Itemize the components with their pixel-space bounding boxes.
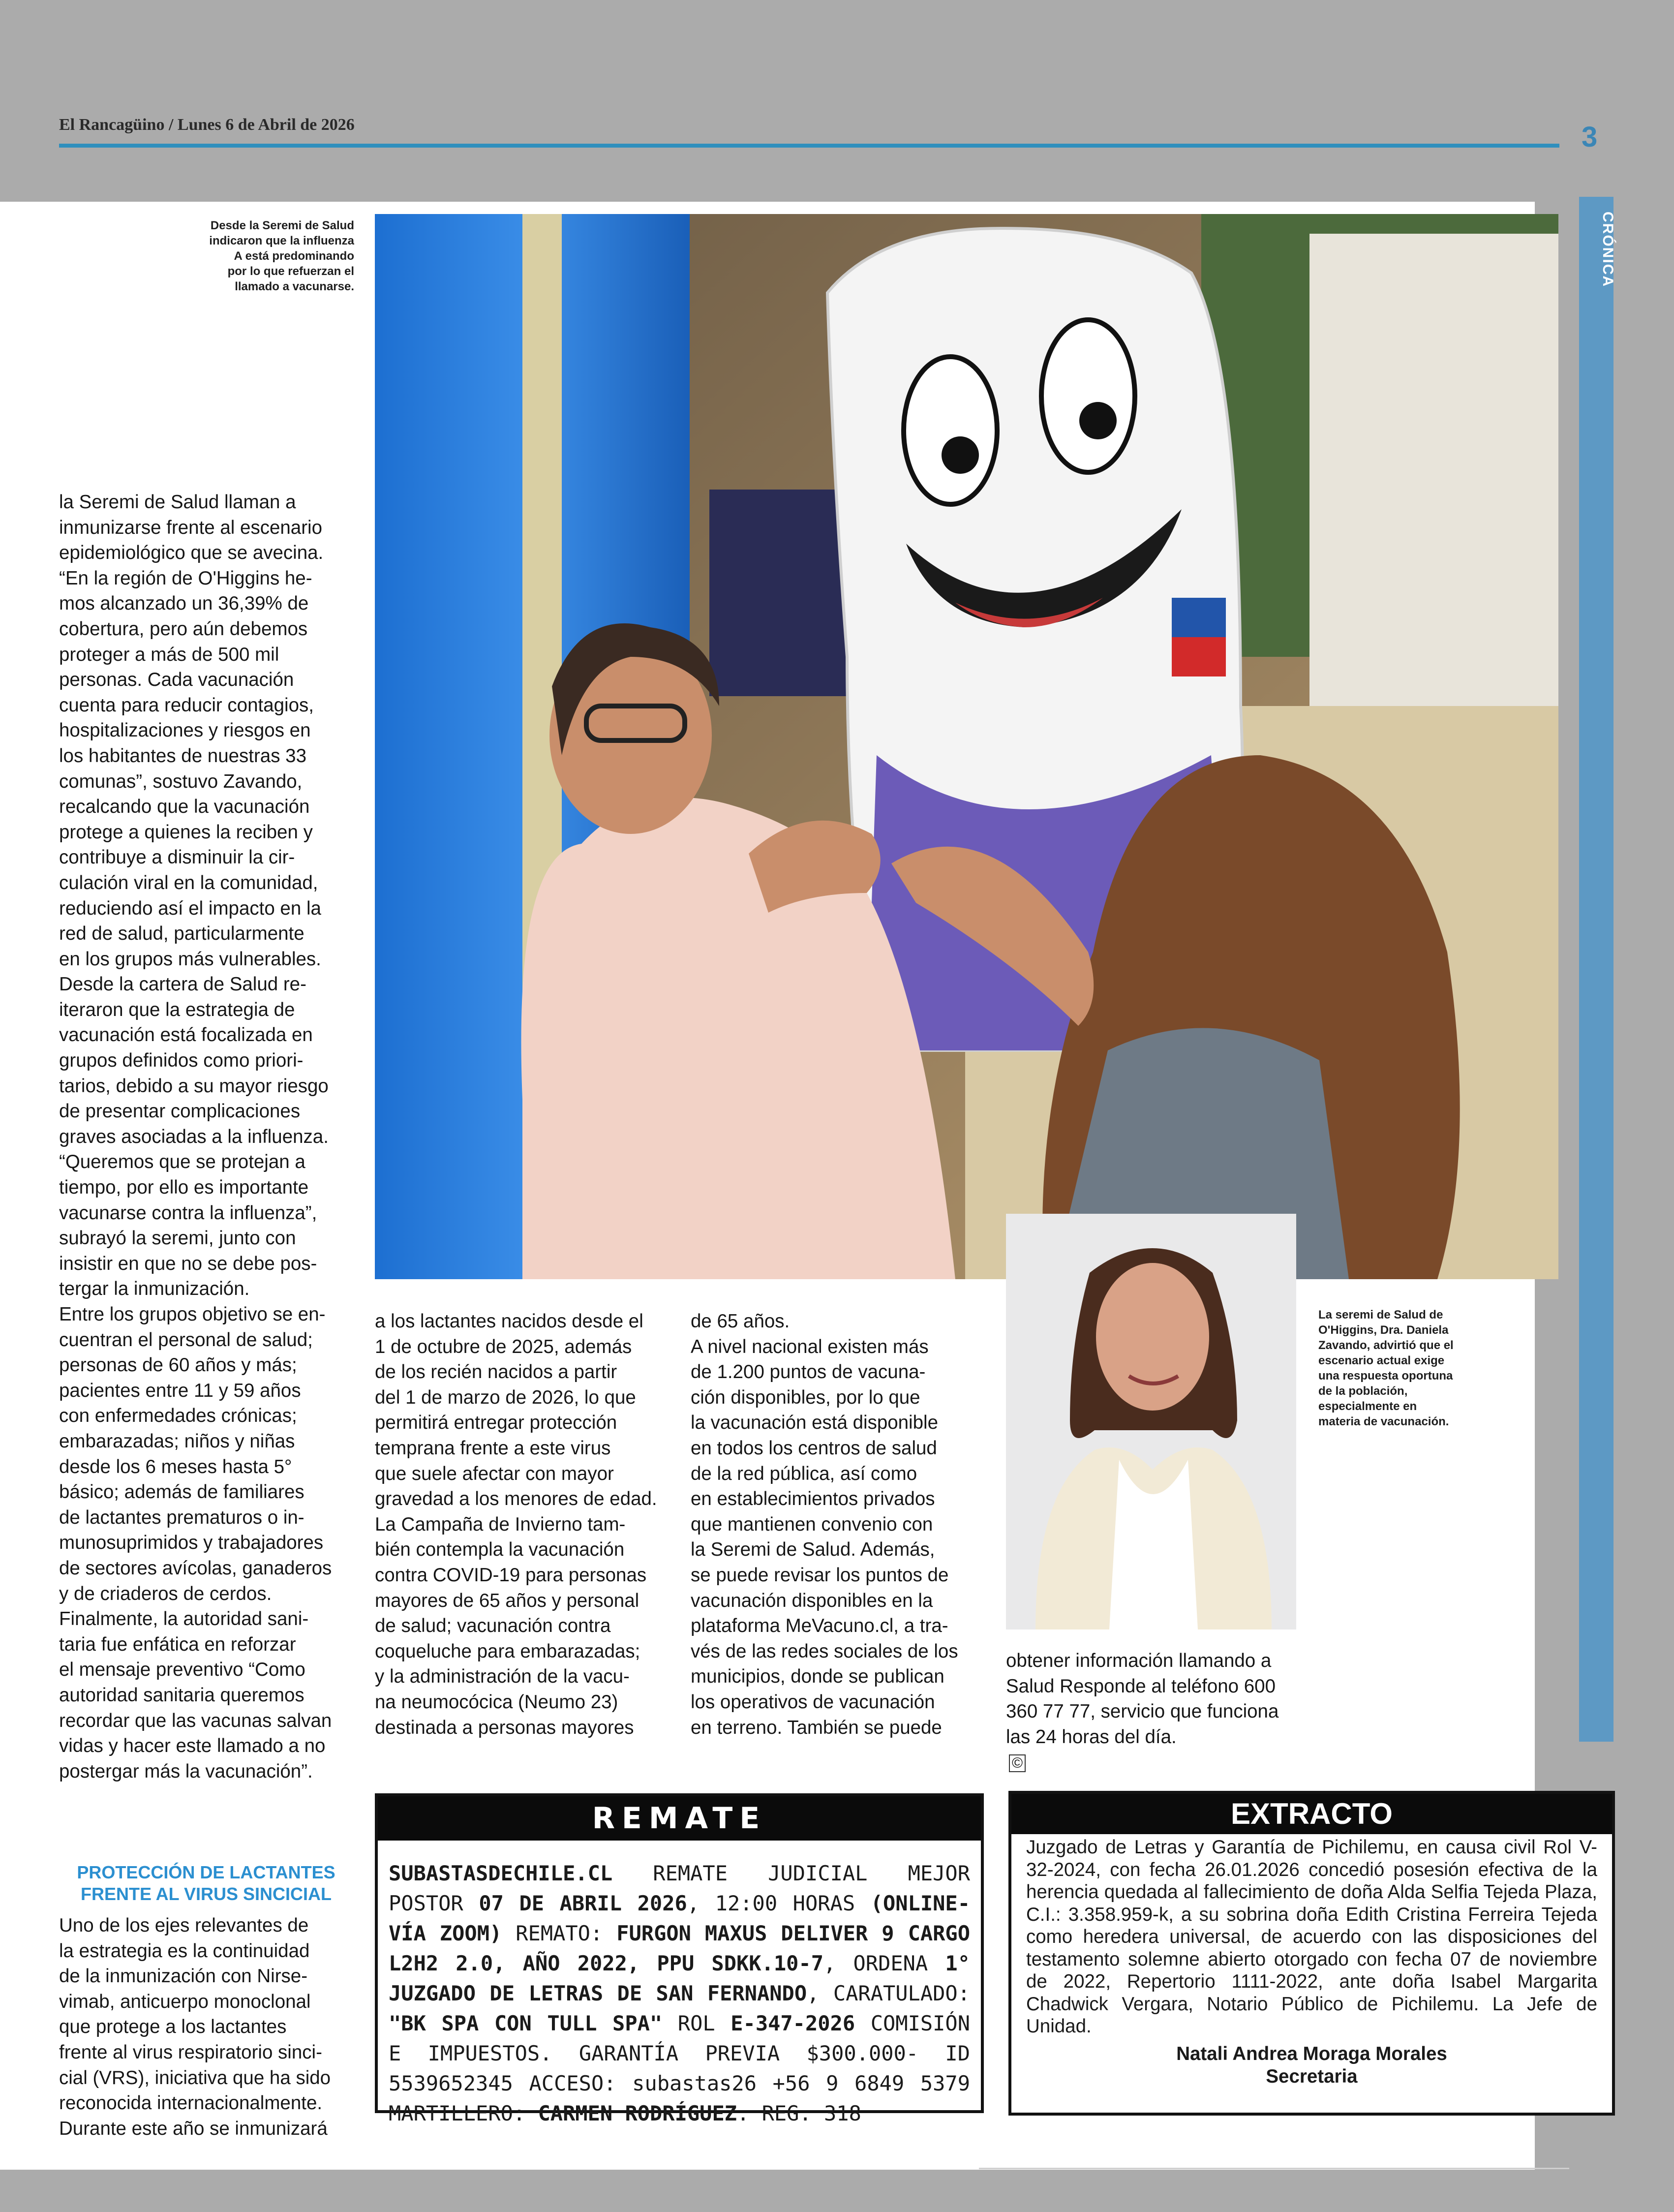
text-line: vacunación disponibles en la [691, 1590, 933, 1611]
text-line: epidemiológico que se avecina. [59, 542, 324, 564]
section-label: CRÓNICA [1600, 212, 1616, 287]
text-line: del 1 de marzo de 2026, lo que [375, 1386, 636, 1408]
caption-line: especialmente en [1318, 1400, 1417, 1413]
remate-text-1: REMATE JUDICIAL MEJOR POSTOR [389, 1861, 970, 1915]
photo-caption-main [148, 218, 354, 294]
text-line: vacunación está focalizada en [59, 1024, 313, 1046]
text-line: subrayó la seremi, junto con [59, 1228, 296, 1249]
remate-notice [375, 1793, 984, 2125]
text-line: comunas”, sostuvo Zavando, [59, 770, 303, 792]
text-line: frente al virus respiratorio sinci- [59, 2041, 322, 2063]
text-line: de salud; vacunación contra [375, 1615, 611, 1637]
remate-title: REMATE [378, 1796, 981, 1841]
text-line: en terreno. También se puede [691, 1717, 942, 1738]
text-line: La Campaña de Invierno tam- [375, 1513, 626, 1535]
text-line: plataforma MeVacuno.cl, a tra- [691, 1615, 948, 1637]
text-line: reconocida internacionalmente. [59, 2092, 323, 2114]
text-line: grupos definidos como priori- [59, 1050, 304, 1072]
text-line: postergar más la vacunación”. [59, 1760, 313, 1782]
text-line: cuentran el personal de salud; [59, 1329, 313, 1351]
text-line: a los lactantes nacidos desde el [375, 1311, 643, 1332]
page-number: 3 [1582, 121, 1598, 153]
text-line: bién contempla la vacunación [375, 1539, 625, 1561]
text-line: de lactantes prematuros o in- [59, 1506, 304, 1528]
text-line: contra COVID-19 para personas [375, 1564, 647, 1586]
article-column-1b [59, 1913, 353, 2141]
text-line: personas. Cada vacunación [59, 669, 294, 691]
text-line: cuenta para reducir contagios, [59, 694, 314, 716]
text-line: Uno de los ejes relevantes de [59, 1915, 309, 1936]
text-line: tiempo, por ello es importante [59, 1177, 309, 1198]
remate-text-5: , CARATULADO: [807, 1981, 970, 2005]
text-line: de la inmunización con Nirse- [59, 1966, 308, 1987]
text-line: Finalmente, la autoridad sani- [59, 1608, 309, 1630]
text-line: recordar que las vacunas salvan [59, 1710, 332, 1731]
text-line: pacientes entre 11 y 59 años [59, 1380, 301, 1401]
text-line: taria fue enfática en reforzar [59, 1633, 296, 1655]
text-line: embarazadas; niños y niñas [59, 1430, 295, 1452]
text-line: desde los 6 meses hasta 5° [59, 1456, 292, 1477]
remate-rol: E-347-2026 [730, 2011, 855, 2035]
text-line: de 1.200 puntos de vacuna- [691, 1361, 926, 1383]
section-tab [1579, 197, 1613, 1742]
text-line: mos alcanzado un 36,39% de [59, 593, 309, 614]
text-line: municipios, donde se publican [691, 1666, 944, 1688]
extracto-title: EXTRACTO [1011, 1794, 1612, 1834]
remate-text-2: , 12:00 HORAS [687, 1891, 871, 1915]
caption-line: por lo que refuerzan el [227, 265, 354, 278]
text-line: obtener información llamando a [1006, 1650, 1272, 1671]
header-rule [59, 144, 1559, 148]
text-line: Salud Responde al teléfono 600 [1006, 1675, 1276, 1697]
text-line: ción disponibles, por lo que [691, 1386, 920, 1408]
remate-date: 07 DE ABRIL 2026 [479, 1891, 687, 1915]
text-line: vimab, anticuerpo monoclonal [59, 1991, 311, 2012]
text-line: Durante este año se inmunizará [59, 2118, 328, 2139]
extracto-role: Secretaria [1266, 2065, 1358, 2087]
article-column-3 [691, 1309, 985, 1740]
text-line: en todos los centros de salud [691, 1437, 937, 1459]
remate-site: SUBASTASDECHILE.CL [389, 1861, 613, 1885]
caption-line: La seremi de Salud de [1318, 1308, 1443, 1321]
article-subhead [59, 1862, 353, 1905]
remate-text-3: REMATO: [502, 1921, 617, 1945]
text-line: graves asociadas a la influenza. [59, 1126, 329, 1147]
text-line: na neumocócica (Neumo 23) [375, 1691, 618, 1713]
text-line: se puede revisar los puntos de [691, 1564, 949, 1586]
text-line: tergar la inmunización. [59, 1278, 250, 1300]
caption-line: O'Higgins, Dra. Daniela [1318, 1323, 1449, 1337]
caption-line: una respuesta oportuna [1318, 1369, 1453, 1382]
caption-line: indicaron que la influenza [209, 234, 354, 247]
remate-item: FURGON MAXUS DELIVER 9 CARGO L2H2 2.0, AÑO 2022, PPU SDKK.10-7 [389, 1921, 971, 1975]
text-line: 1 de octubre de 2025, además [375, 1336, 632, 1357]
article-column-4 [1006, 1648, 1311, 1775]
text-line: munosuprimidos y trabajadores [59, 1532, 324, 1554]
text-line: vés de las redes sociales de los [691, 1640, 958, 1662]
text-line: protege a quienes la reciben y [59, 821, 313, 843]
text-line: de sectores avícolas, ganaderos [59, 1557, 332, 1579]
text-line: destinada a personas mayores [375, 1717, 634, 1738]
text-line: en los grupos más vulnerables. [59, 948, 321, 970]
text-line: gravedad a los menores de edad. [375, 1488, 657, 1510]
text-line: “En la región de O'Higgins he- [59, 567, 312, 589]
text-line: reduciendo así el impacto en la [59, 897, 321, 919]
extracto-notice [1008, 1791, 1615, 2116]
text-line: cobertura, pero aún debemos [59, 618, 308, 640]
text-line: en establecimientos privados [691, 1488, 935, 1510]
text-line: de los recién nacidos a partir [375, 1361, 617, 1383]
bottom-rule [979, 2168, 1569, 2169]
text-line: proteger a más de 500 mil [59, 644, 279, 665]
text-line: culación viral en la comunidad, [59, 872, 318, 893]
text-line: la Seremi de Salud llaman a [59, 492, 296, 513]
caption-line: escenario actual exige [1318, 1354, 1445, 1367]
text-line: el mensaje preventivo “Como [59, 1659, 305, 1681]
text-line: insistir en que no se debe pos- [59, 1253, 317, 1274]
remate-text-8: . REG. 318 [737, 2101, 861, 2125]
text-line: vidas y hacer este llamado a no [59, 1735, 326, 1757]
text-line: de presentar complicaciones [59, 1101, 301, 1122]
remate-text-6: ROL [662, 2011, 731, 2035]
remate-auctioneer: CARMEN RODRÍGUEZ [538, 2101, 737, 2125]
text-line: inmunizarse frente al escenario [59, 517, 322, 538]
text-line: que protege a los lactantes [59, 2016, 287, 2038]
end-mark: © [1009, 1754, 1026, 1772]
text-line: y la administración de la vacu- [375, 1666, 630, 1688]
article-column-1 [59, 490, 353, 1784]
text-line: coqueluche para embarazadas; [375, 1640, 640, 1662]
text-line: “Queremos que se protejan a [59, 1151, 305, 1173]
subhead-line-1: PROTECCIÓN DE LACTANTES [77, 1862, 335, 1882]
text-line: los operativos de vacunación [691, 1691, 935, 1713]
text-line: de 65 años. [691, 1311, 790, 1332]
text-line: la estrategia es la continuidad [59, 1940, 310, 1962]
text-line: personas de 60 años y más; [59, 1354, 297, 1376]
remate-text-4: , ORDENA [823, 1951, 945, 1975]
caption-line: materia de vacunación. [1318, 1415, 1449, 1428]
text-line: A nivel nacional existen más [691, 1336, 929, 1357]
text-line: mayores de 65 años y personal [375, 1590, 639, 1611]
caption-line: A está predominando [234, 249, 354, 263]
text-line: red de salud, particularmente [59, 923, 304, 945]
caption-line: de la población, [1318, 1384, 1408, 1398]
remate-case: "BK SPA CON TULL SPA" [389, 2011, 663, 2035]
remate-court: 1° JUZGADO DE LETRAS DE SAN FERNANDO [389, 1951, 970, 2005]
text-line: de la red pública, así como [691, 1463, 917, 1484]
text-line: y de criaderos de cerdos. [59, 1583, 272, 1604]
text-line: que mantienen convenio con [691, 1513, 933, 1535]
publication-line: El Rancagüino / Lunes 6 de Abril de 2026 [59, 116, 355, 134]
text-line: con enfermedades crónicas; [59, 1405, 297, 1427]
text-line: temprana frente a este virus [375, 1437, 611, 1459]
text-line: la vacunación está disponible [691, 1412, 938, 1434]
text-line: la Seremi de Salud. Además, [691, 1539, 935, 1561]
subhead-line-2: FRENTE AL VIRUS SINCICIAL [80, 1884, 332, 1904]
portrait-photo [1006, 1214, 1296, 1629]
remate-text-7: COMISIÓN E IMPUESTOS. GARANTÍA PREVIA $300.000- ID 5539652345 ACCESO: subastas26 +56 9 6849 5379 MARTILLERO: [389, 2011, 970, 2125]
text-line: recalcando que la vacunación [59, 796, 310, 818]
caption-line: Zavando, advirtió que el [1318, 1339, 1454, 1352]
text-line: tarios, debido a su mayor riesgo [59, 1075, 329, 1097]
photo-caption-portrait [1318, 1307, 1486, 1429]
text-line: hospitalizaciones y riesgos en [59, 720, 311, 741]
header-band [0, 0, 1674, 202]
remate-body [378, 1841, 981, 2138]
bottom-margin [0, 2170, 1674, 2212]
remate-mode: (ONLINE-VÍA ZOOM) [389, 1891, 970, 1945]
text-line: cial (VRS), iniciativa que ha sido [59, 2067, 331, 2089]
text-line: los habitantes de nuestras 33 [59, 745, 306, 767]
text-line: permitirá entregar protección [375, 1412, 617, 1434]
caption-line: llamado a vacunarse. [235, 280, 354, 293]
text-line: contribuye a disminuir la cir- [59, 847, 295, 868]
extracto-body: Juzgado de Letras y Garantía de Pichilemu, en causa civil Rol V-32-2024, con fecha 26.01.2026 concedió posesión efectiva de la herencia quedada al fallecimiento de doña Alda Selfia Tejeda Plaza, C.I.: 3.358.959-k, a su sobrina doña Edith Cristina Ferreira Tejeda como heredera universal, de acuerdo con las disposiciones del testamento solemne abierto otorgado con fecha 07 de noviembre de 2022, Repertorio 1111-2022, ante doña Isabel Margarita Chadwick Vergara, Notario Público de Pichilemu. La Jefe de Unidad. [1026, 1837, 1597, 2037]
text-line: que suele afectar con mayor [375, 1463, 614, 1484]
text-line: Entre los grupos objetivo se en- [59, 1304, 326, 1325]
text-line: autoridad sanitaria queremos [59, 1684, 304, 1706]
text-line: 360 77 77, servicio que funciona [1006, 1701, 1279, 1722]
text-line: básico; además de familiares [59, 1481, 304, 1503]
article-column-2 [375, 1309, 669, 1740]
extracto-signer: Natali Andrea Moraga Morales [1176, 2043, 1447, 2064]
text-line: las 24 horas del día. [1006, 1726, 1177, 1748]
text-line: iteraron que la estrategia de [59, 999, 295, 1020]
text-line: Desde la cartera de Salud re- [59, 974, 306, 995]
caption-line: Desde la Seremi de Salud [210, 219, 354, 232]
text-line: vacunarse contra la influenza”, [59, 1202, 317, 1224]
main-photo [375, 214, 1558, 1279]
